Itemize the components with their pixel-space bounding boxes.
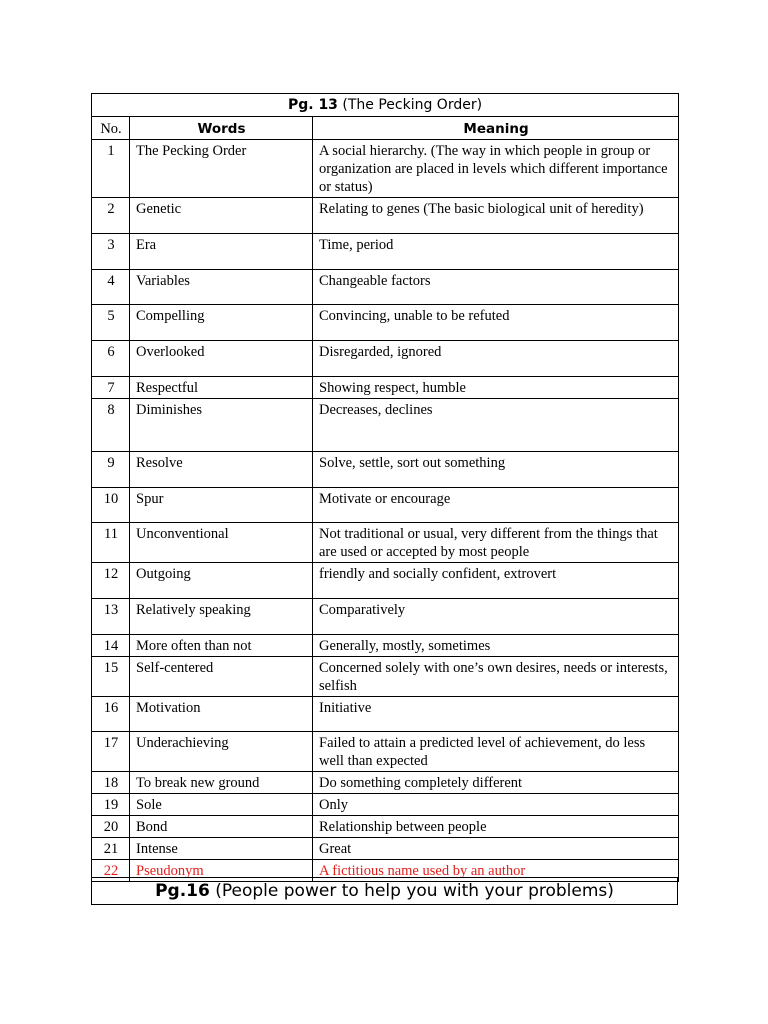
row-meaning: Do something completely different: [313, 772, 679, 794]
row-meaning: Great: [313, 838, 679, 860]
row-word: Compelling: [130, 305, 313, 341]
row-word: The Pecking Order: [130, 140, 313, 198]
next-section-subtitle: (People power to help you with your problems): [215, 881, 614, 901]
row-number: 5: [92, 305, 130, 341]
table-row: [92, 816, 679, 838]
row-meaning: A fictitious name used by an author: [313, 860, 679, 882]
row-word: Diminishes: [130, 399, 313, 452]
row-meaning: Solve, settle, sort out something: [313, 452, 679, 488]
row-number: 9: [92, 452, 130, 488]
column-header-words: Words: [130, 117, 313, 140]
row-number: 8: [92, 399, 130, 452]
table-row: [92, 377, 679, 399]
table-title: [92, 94, 679, 117]
table-row: [92, 399, 679, 452]
row-number: 6: [92, 341, 130, 377]
row-meaning: Initiative: [313, 697, 679, 732]
table-row: [92, 563, 679, 599]
row-word: Genetic: [130, 198, 313, 234]
row-word: Overlooked: [130, 341, 313, 377]
vocabulary-table: [91, 93, 679, 882]
row-number: 11: [92, 523, 130, 563]
row-number: 1: [92, 140, 130, 198]
row-word: Spur: [130, 488, 313, 523]
row-word: Outgoing: [130, 563, 313, 599]
row-word: Relatively speaking: [130, 599, 313, 635]
row-meaning: Changeable factors: [313, 270, 679, 305]
row-number: 14: [92, 635, 130, 657]
row-number: 22: [92, 860, 130, 882]
vocabulary-rows: [92, 140, 679, 882]
table-row: [92, 488, 679, 523]
row-number: 19: [92, 794, 130, 816]
row-number: 4: [92, 270, 130, 305]
row-meaning: A social hierarchy. (The way in which people in group or organization are placed in levels which different importance or status): [313, 140, 679, 198]
row-number: 10: [92, 488, 130, 523]
row-meaning: Concerned solely with one’s own desires, needs or interests, selfish: [313, 657, 679, 697]
row-number: 17: [92, 732, 130, 772]
row-meaning: Decreases, declines: [313, 399, 679, 452]
next-section-header: [91, 877, 678, 905]
table-row: [92, 341, 679, 377]
row-meaning: friendly and socially confident, extrovert: [313, 563, 679, 599]
row-number: 2: [92, 198, 130, 234]
table-row: [92, 270, 679, 305]
row-word: Era: [130, 234, 313, 270]
table-row: [92, 599, 679, 635]
table-row: [92, 697, 679, 732]
row-word: Self-centered: [130, 657, 313, 697]
table-row: [92, 635, 679, 657]
row-meaning: Convincing, unable to be refuted: [313, 305, 679, 341]
row-meaning: Comparatively: [313, 599, 679, 635]
row-meaning: Relationship between people: [313, 816, 679, 838]
table-row: [92, 198, 679, 234]
row-meaning: Not traditional or usual, very different from the things that are used or accepted by most people: [313, 523, 679, 563]
row-word: To break new ground: [130, 772, 313, 794]
row-word: Resolve: [130, 452, 313, 488]
row-word: Pseudonym: [130, 860, 313, 882]
row-number: 3: [92, 234, 130, 270]
row-word: Bond: [130, 816, 313, 838]
row-number: 18: [92, 772, 130, 794]
row-number: 15: [92, 657, 130, 697]
table-row: [92, 452, 679, 488]
row-meaning: Relating to genes (The basic biological unit of heredity): [313, 198, 679, 234]
table-row: [92, 234, 679, 270]
table-row: [92, 838, 679, 860]
page-reference: Pg. 13: [287, 97, 338, 113]
next-section-page-reference: Pg.16: [155, 881, 210, 901]
row-number: 12: [92, 563, 130, 599]
column-header-no: No.: [92, 117, 130, 140]
row-word: More often than not: [130, 635, 313, 657]
row-meaning: Generally, mostly, sometimes: [313, 635, 679, 657]
table-row: [92, 140, 679, 198]
table-row: [92, 732, 679, 772]
row-number: 16: [92, 697, 130, 732]
table-row: [92, 772, 679, 794]
row-meaning: Failed to attain a predicted level of achievement, do less well than expected: [313, 732, 679, 772]
row-word: Intense: [130, 838, 313, 860]
row-number: 20: [92, 816, 130, 838]
row-word: Unconventional: [130, 523, 313, 563]
column-header-meaning: Meaning: [313, 117, 679, 140]
row-number: 21: [92, 838, 130, 860]
row-meaning: Only: [313, 794, 679, 816]
row-word: Variables: [130, 270, 313, 305]
table-row: [92, 305, 679, 341]
row-word: Underachieving: [130, 732, 313, 772]
row-meaning: Showing respect, humble: [313, 377, 679, 399]
row-number: 7: [92, 377, 130, 399]
row-meaning: Disregarded, ignored: [313, 341, 679, 377]
row-word: Motivation: [130, 697, 313, 732]
row-meaning: Time, period: [313, 234, 679, 270]
row-number: 13: [92, 599, 130, 635]
table-row: [92, 523, 679, 563]
table-row: [92, 657, 679, 697]
row-word: Sole: [130, 794, 313, 816]
table-subtitle: (The Pecking Order): [342, 97, 483, 113]
table-row: [92, 794, 679, 816]
row-meaning: Motivate or encourage: [313, 488, 679, 523]
row-word: Respectful: [130, 377, 313, 399]
